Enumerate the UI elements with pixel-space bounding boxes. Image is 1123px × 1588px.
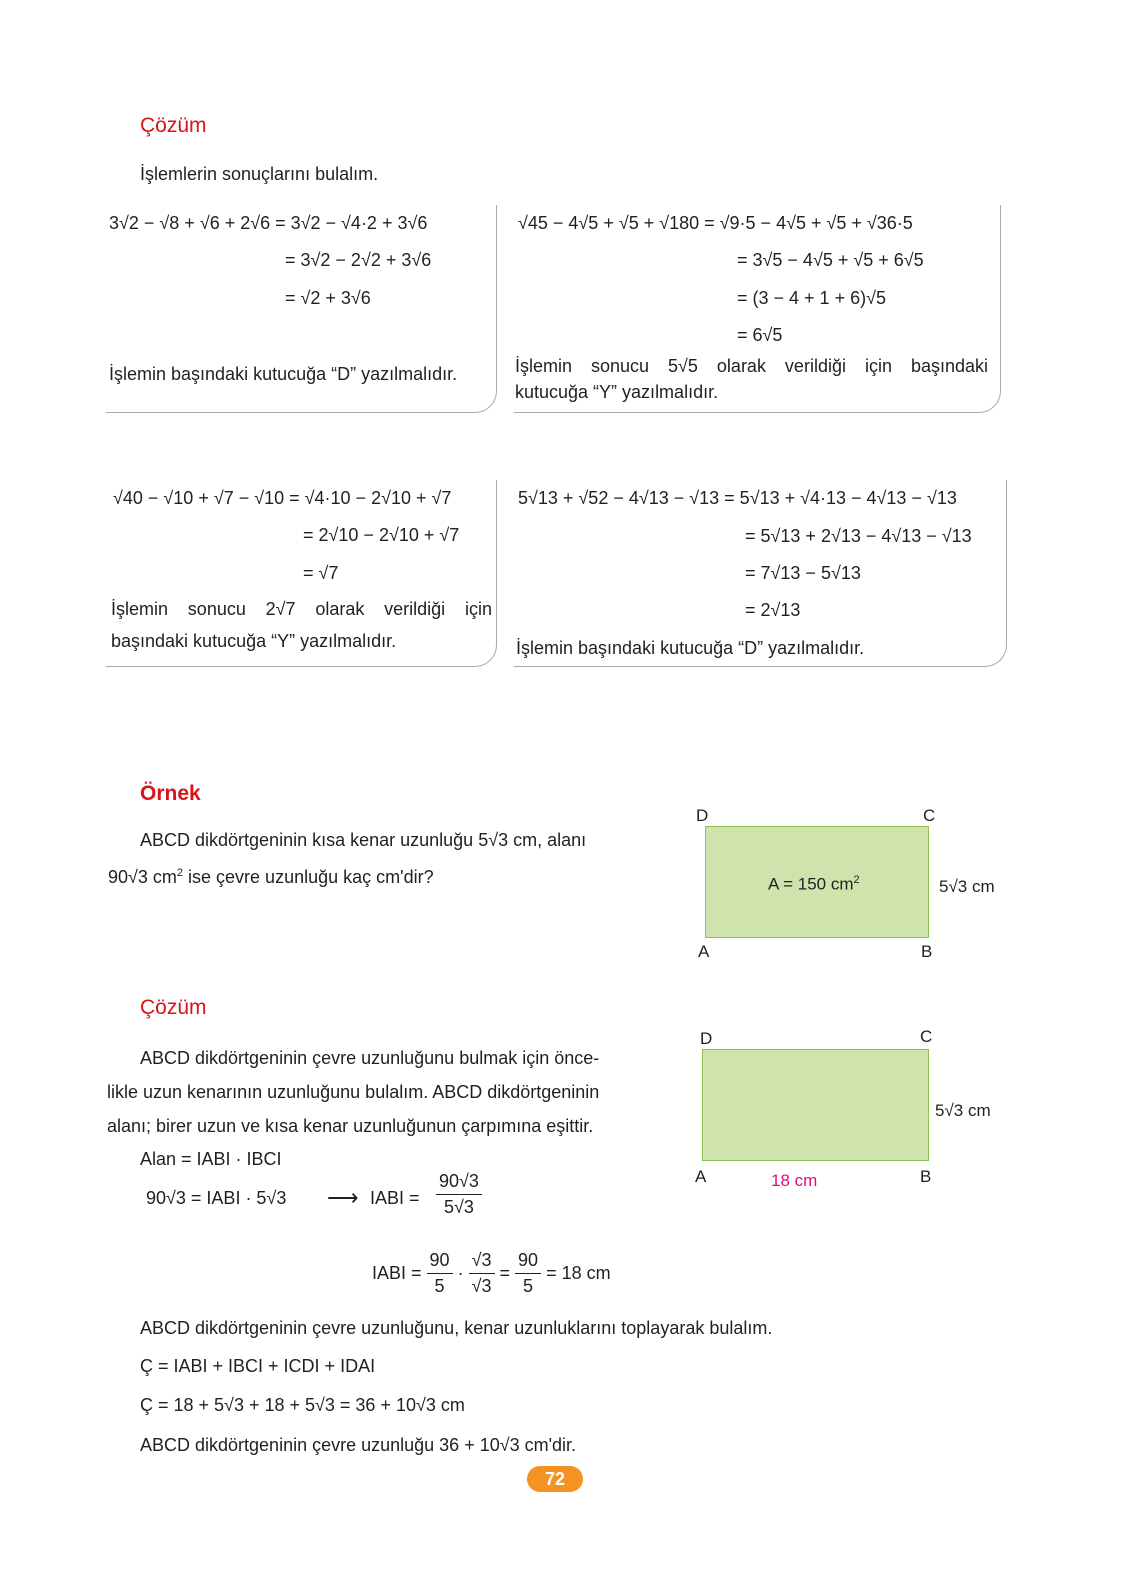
step2-equation — [372, 1250, 611, 1297]
vertex-b: B — [921, 942, 933, 961]
perimeter-formula: Ç = IABI + IBCI + ICDI + IDAI — [140, 1356, 376, 1376]
step1-left: 90√3 = IABI · 5√3 — [146, 1188, 287, 1208]
box1-line-1: 3√2 − √8 + √6 + 2√6 = 3√2 − √4·2 + 3√6 — [109, 213, 428, 233]
box2-line-1: √45 − 4√5 + √5 + √180 = √9·5 − 4√5 + √5 + √36·5 — [518, 213, 913, 233]
vertex-c: C — [923, 806, 936, 825]
side-label-2: 5√3 cm — [935, 1101, 991, 1120]
side-label: 5√3 cm — [939, 877, 995, 896]
vertex-b-2: B — [920, 1167, 932, 1186]
solution-para-2: likle uzun kenarının uzunluğunu bulalım. ABCD dikdörtgeninin — [107, 1082, 600, 1102]
box2-line-4: = 6√5 — [737, 325, 783, 345]
step1-denominator: 5√3 — [444, 1197, 474, 1217]
solution-conclusion: ABCD dikdörtgeninin çevre uzunluğu 36 + 10√3 cm'dir. — [140, 1435, 577, 1455]
perimeter-intro: ABCD dikdörtgeninin çevre uzunluğunu, kenar uzunluklarını toplayarak bulalım. — [140, 1318, 773, 1338]
vertex-d: D — [696, 806, 709, 825]
vertex-a: A — [698, 942, 710, 961]
box4-line-2: = 5√13 + 2√13 − 4√13 − √13 — [745, 526, 972, 546]
solution-para-3: alanı; birer uzun ve kısa kenar uzunluğunun çarpımına eşittir. — [107, 1116, 594, 1136]
box4-line-3: = 7√13 − 5√13 — [745, 563, 861, 583]
box2-conclusion-2: kutucuğa “Y” yazılmalıdır. — [515, 382, 719, 402]
box2-line-3: = (3 − 4 + 1 + 6)√5 — [737, 288, 886, 308]
area-value: A = 150 cm — [768, 874, 854, 894]
arrow-icon: ⟶ — [327, 1185, 359, 1210]
intro-text: İşlemlerin sonuçlarını bulalım. — [140, 164, 379, 184]
question-area-exponent: 2 — [176, 867, 184, 879]
solution-para-1: ABCD dikdörtgeninin çevre uzunluğunu bulmak için önce- — [140, 1048, 600, 1068]
box4-line-4: = 2√13 — [745, 600, 801, 620]
vertex-c-2: C — [920, 1027, 933, 1046]
box3-line-3: = √7 — [303, 563, 339, 583]
multiply-dot: · — [457, 1263, 464, 1283]
equals-sign: = — [499, 1263, 511, 1283]
question-text-end: ise çevre uzunluğu kaç cm'dir? — [183, 867, 434, 887]
step2-frac3-num: 90 — [515, 1250, 541, 1274]
box3-line-2: = 2√10 − 2√10 + √7 — [303, 525, 460, 545]
page-number-badge: 72 — [527, 1466, 583, 1492]
box3-conclusion-2: başındaki kutucuğa “Y” yazılmalıdır. — [111, 631, 397, 651]
box4-conclusion: İşlemin başındaki kutucuğa “D” yazılmalıdır. — [516, 638, 865, 658]
box1-line-2: = 3√2 − 2√2 + 3√6 — [285, 250, 432, 270]
box1-conclusion: İşlemin başındaki kutucuğa “D” yazılmalıdır. — [109, 364, 458, 384]
box4-line-1: 5√13 + √52 − 4√13 − √13 = 5√13 + √4·13 − 4√13 − √13 — [518, 488, 957, 508]
step1-right: IABI = — [370, 1188, 420, 1208]
example-question-2 — [108, 862, 434, 888]
box3-conclusion-1: İşlemin sonucu 2√7 olarak verildiği için — [111, 599, 492, 619]
vertex-d-2: D — [700, 1029, 713, 1048]
step2-result: = 18 cm — [546, 1263, 611, 1283]
area-label — [768, 874, 860, 895]
solution-heading-2: Çözüm — [140, 996, 207, 1019]
question-area-value: 90√3 cm — [108, 867, 177, 887]
step2-frac2-num: √3 — [469, 1250, 495, 1274]
bottom-length-label: 18 cm — [771, 1171, 818, 1190]
step2-frac1-num: 90 — [427, 1250, 453, 1274]
step2-frac2-den: √3 — [471, 1276, 492, 1296]
step2-label: IABI = — [372, 1263, 422, 1283]
step1-fraction — [436, 1171, 482, 1218]
box3-line-1: √40 − √10 + √7 − √10 = √4·10 − 2√10 + √7 — [113, 488, 452, 508]
box1-line-3: = √2 + 3√6 — [285, 288, 371, 308]
step2-frac3-den: 5 — [523, 1276, 534, 1296]
area-formula: Alan = IABI · IBCI — [140, 1149, 282, 1169]
step2-frac1-den: 5 — [434, 1276, 445, 1296]
vertex-a-2: A — [695, 1167, 707, 1186]
step1-numerator: 90√3 — [436, 1171, 482, 1195]
perimeter-calc: Ç = 18 + 5√3 + 18 + 5√3 = 36 + 10√3 cm — [140, 1395, 465, 1415]
box2-line-2: = 3√5 − 4√5 + √5 + 6√5 — [737, 250, 924, 270]
area-exponent: 2 — [853, 874, 860, 886]
solution-rectangle — [702, 1049, 929, 1161]
solution-heading-1: Çözüm — [140, 114, 207, 137]
example-heading: Örnek — [140, 782, 201, 805]
box2-conclusion-1: İşlemin sonucu 5√5 olarak verildiği için başındaki — [515, 356, 988, 376]
example-question-1: ABCD dikdörtgeninin kısa kenar uzunluğu 5√3 cm, alanı — [140, 830, 587, 850]
